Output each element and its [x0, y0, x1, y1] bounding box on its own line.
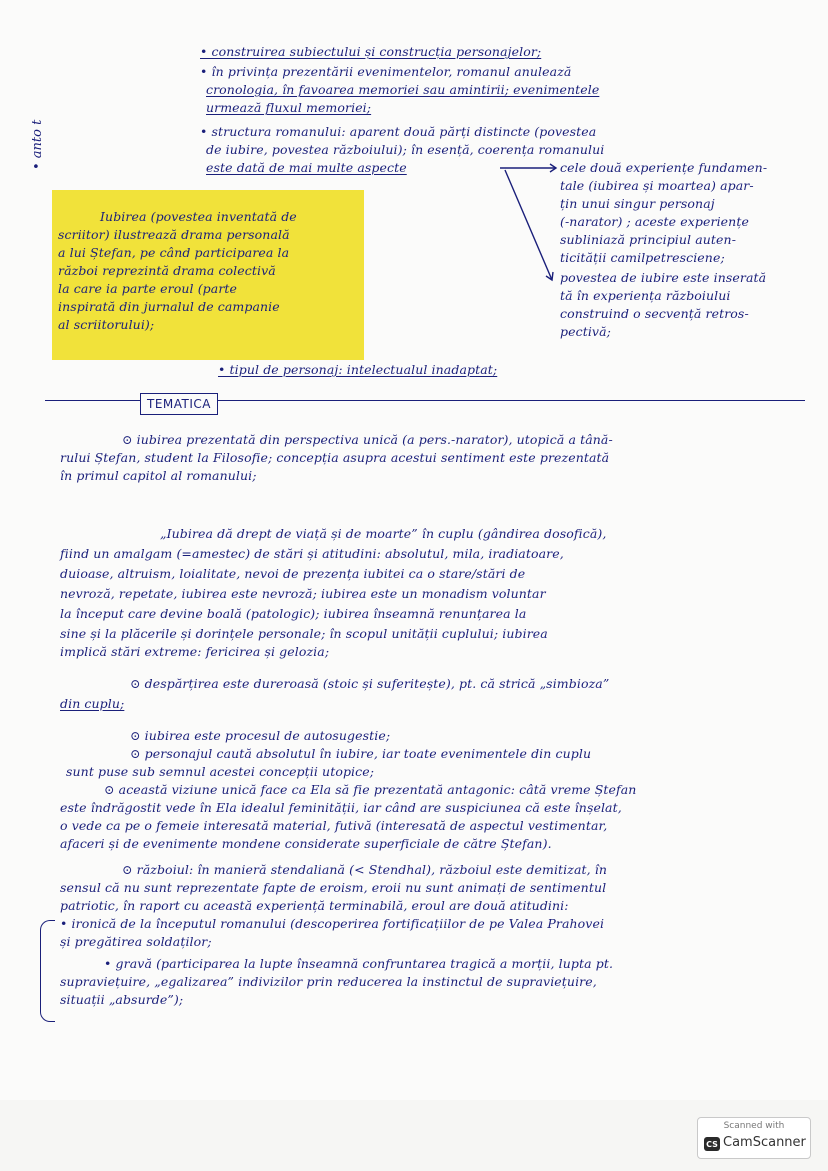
- top-line: este dată de mai multe aspecte: [206, 160, 407, 175]
- sticky-line: a lui Ștefan, pe când participarea la: [58, 245, 290, 260]
- body-line: ⊙ această viziune unică face ca Ela să fie prezentată antagonic: câtă vreme Ștefan: [104, 782, 637, 797]
- body-line: sunt puse sub semnul acestei concepții utopice;: [66, 764, 375, 779]
- sticky-line: al scriitorului);: [58, 317, 155, 332]
- body-line: în primul capitol al romanului;: [60, 468, 257, 483]
- top-line: cronologia, în favoarea memoriei sau amintirii; evenimentele: [206, 82, 600, 97]
- body-line: din cuplu;: [60, 696, 125, 711]
- body-line: o vede ca pe o femeie interesată material, futivă (interesată de aspectul vestimentar,: [60, 818, 608, 833]
- character-type-line: • tipul de personaj: intelectualul inadaptat;: [218, 362, 498, 377]
- body-line: ⊙ războiul: în manieră stendaliană (< Stendhal), războiul este demitizat, în: [122, 862, 608, 877]
- right-column-line: ticității camilpetresciene;: [560, 250, 725, 265]
- right-column-line: pectivă;: [560, 324, 611, 339]
- right-column-line: țin unui singur personaj: [560, 196, 715, 211]
- top-line: • în privința prezentării evenimentelor, romanul anulează: [200, 64, 572, 79]
- right-column-line: cele două experiențe fundamen-: [560, 160, 768, 175]
- body-line: ⊙ iubirea este procesul de autosugestie;: [130, 728, 391, 743]
- body-line: ⊙ iubirea prezentată din perspectiva unică (a pers.-narator), utopică a tână-: [122, 432, 613, 447]
- top-line: • construirea subiectului și construcția personajelor;: [200, 44, 542, 59]
- sticky-line: scriitor) ilustrează drama personală: [58, 227, 290, 242]
- scanner-label: Scanned with: [723, 1121, 785, 1131]
- scanner-brand: CamScanner: [723, 1135, 806, 1150]
- body-line: fiind un amalgam (=amestec) de stări și atitudini: absolutul, mila, iradiatoare,: [60, 546, 564, 561]
- body-line: sensul că nu sunt reprezentate fapte de eroism, eroii nu sunt animați de sentimentul: [60, 880, 607, 895]
- body-line: patriotic, în raport cu această experiență terminabilă, eroul are două atitudini:: [60, 898, 569, 913]
- scanner-watermark: [697, 1117, 811, 1159]
- left-bracket: [40, 920, 55, 1022]
- body-line: este îndrăgostit vede în Ela idealul feminității, iar când are suspiciunea că este înșelat,: [60, 800, 622, 815]
- body-line: • ironică de la începutul romanului (descoperirea fortificațiilor de pe Valea Prahovei: [60, 916, 605, 931]
- body-line: supraviețuire, „egalizarea” indivizilor prin reducerea la instinctul de supraviețuire,: [60, 974, 597, 989]
- body-line: duioase, altruism, loialitate, nevoi de prezența iubitei ca o stare/stări de: [60, 566, 526, 581]
- body-line: • gravă (participarea la lupte înseamnă confruntarea tragică a morții, lupta pt.: [104, 956, 614, 971]
- body-line: situații „absurde”);: [60, 992, 184, 1007]
- body-line: ⊙ despărțirea este dureroasă (stoic și suferitește), pt. că strică „simbioza”: [130, 676, 610, 691]
- sticky-line: inspirată din jurnalul de campanie: [58, 299, 280, 314]
- body-line: afaceri și de evenimente mondene considerate superficiale de către Ștefan).: [60, 836, 552, 851]
- body-line: nevroză, repetate, iubirea este nevroză; iubirea este un monadism voluntar: [60, 586, 546, 601]
- sticky-line: la care ia parte eroul (parte: [58, 281, 238, 296]
- body-line: rului Ștefan, student la Filosofie; concepția asupra acestui sentiment este prezentată: [60, 450, 610, 465]
- right-column-line: tale (iubirea și moartea) apar-: [560, 178, 754, 193]
- right-column-line: (-narator) ; aceste experiențe: [560, 214, 749, 229]
- body-line: „Iubirea dă drept de viață și de moarte” în cuplu (gândirea dosofică),: [160, 526, 607, 541]
- sticky-line: Iubirea (povestea inventată de: [100, 209, 297, 224]
- body-line: sine și la plăcerile și dorințele personale; în scopul unității cuplului; iubirea: [60, 626, 548, 641]
- section-heading: TEMATICA: [140, 393, 218, 415]
- top-line: • structura romanului: aparent două părți distincte (povestea: [200, 124, 597, 139]
- right-column-line: tă în experiența războiului: [560, 288, 731, 303]
- body-line: ⊙ personajul caută absolutul în iubire, iar toate evenimentele din cuplu: [130, 746, 592, 761]
- top-line: de iubire, povestea războiului); în esență, coerența romanului: [206, 142, 605, 157]
- sticky-note: [52, 190, 364, 360]
- body-line: implică stări extreme: fericirea și gelozia;: [60, 644, 330, 659]
- top-line: urmează fluxul memoriei;: [206, 100, 372, 115]
- camscanner-logo-icon: CS: [704, 1137, 720, 1151]
- body-line: și pregătirea soldaților;: [60, 934, 212, 949]
- right-column-line: subliniază principiul auten-: [560, 232, 737, 247]
- right-column-line: povestea de iubire este inserată: [560, 270, 767, 285]
- sticky-line: război reprezintă drama colectivă: [58, 263, 276, 278]
- right-column-line: construind o secvență retros-: [560, 306, 749, 321]
- margin-note: • anto t: [30, 119, 45, 170]
- body-line: la început care devine boală (patologic); iubirea înseamnă renunțarea la: [60, 606, 527, 621]
